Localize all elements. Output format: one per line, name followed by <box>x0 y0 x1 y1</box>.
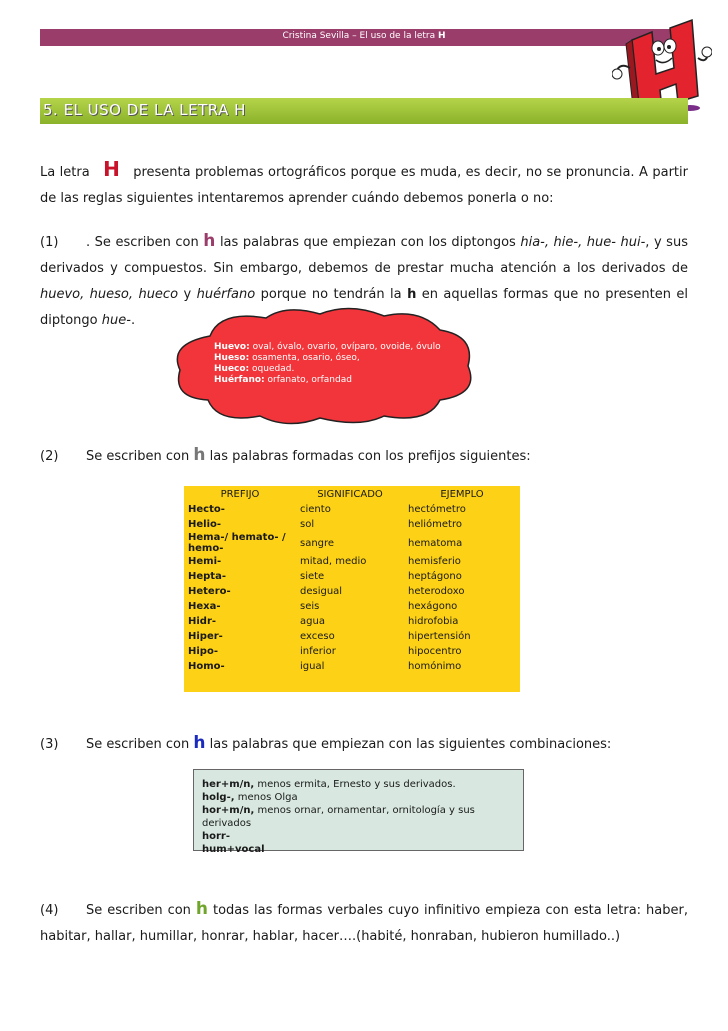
table-row <box>184 517 520 532</box>
meaning-cell: desigual <box>300 586 343 597</box>
meaning-cell: sangre <box>300 537 335 549</box>
example-cell: hectómetro <box>408 504 466 515</box>
meaning-cell: agua <box>300 616 325 627</box>
prefix-cell: Hepta- <box>188 571 226 582</box>
intro-paragraph: La letra H presenta problemas ortográficos porque es muda, es decir, no se pronuncia. A partir de las reglas siguientes intentaremos aprender cuándo debemos ponerla o no: <box>40 157 688 206</box>
meaning-cell: exceso <box>300 631 335 642</box>
prefix-cell: Homo- <box>188 661 225 672</box>
prefix-cell: Hecto- <box>188 504 225 515</box>
rule-3-paragraph: (3) Se escriben con h las palabras que empiezan con las siguientes combinaciones: <box>40 733 612 753</box>
table-row <box>184 554 520 569</box>
section-title-bar <box>40 98 688 124</box>
table-row <box>184 644 520 659</box>
prefix-cell: Hipo- <box>188 646 218 657</box>
letter-h-highlight: H <box>103 157 120 181</box>
example-cell: heptágono <box>408 571 462 582</box>
table-row <box>184 659 520 674</box>
header-significado: SIGNIFICADO <box>317 488 383 500</box>
prefix-cell: Hema-/ hemato- / hemo- <box>188 532 286 554</box>
meaning-cell: mitad, medio <box>300 556 367 567</box>
header-prefijo: PREFIJO <box>220 488 260 500</box>
table-row <box>184 599 520 614</box>
table-row <box>184 629 520 644</box>
example-cell: hexágono <box>408 601 458 612</box>
example-cell: homónimo <box>408 661 462 672</box>
cloud-text: Huevo: oval, óvalo, ovario, ovíparo, ovoide, óvulo Hueso: osamenta, osario, óseo, Hueco: oquedad. Huérfano: orfanato, orfandad <box>214 342 441 385</box>
example-cell: hidrofobia <box>408 616 459 627</box>
prefix-cell: Hemi- <box>188 556 222 567</box>
prefix-cell: Hexa- <box>188 601 221 612</box>
header-text: Cristina Sevilla – El uso de la letra H <box>282 31 446 41</box>
example-cell: hemisferio <box>408 556 461 567</box>
table-row <box>184 532 520 554</box>
table-row <box>184 584 520 599</box>
example-cell: hipocentro <box>408 646 462 657</box>
meaning-cell: seis <box>300 601 320 612</box>
meaning-cell: inferior <box>300 646 336 657</box>
header-bar <box>40 29 688 46</box>
combinations-box <box>193 769 524 855</box>
prefix-cell: Hiper- <box>188 631 223 642</box>
prefix-table <box>184 486 520 692</box>
section-title: 5. EL USO DE LA LETRA H <box>43 101 246 119</box>
meaning-cell: igual <box>300 661 325 672</box>
table-header-row <box>184 486 520 502</box>
example-cell: heterodoxo <box>408 586 465 597</box>
meaning-cell: ciento <box>300 504 331 515</box>
example-cell: hematoma <box>408 537 463 549</box>
combinations-text: her+m/n, menos ermita, Ernesto y sus derivados. holg-, menos Olga hor+m/n, menos ornar, ornamentar, ornitología y sus derivados horr- hum+vocal <box>202 779 475 855</box>
header-ejemplo: EJEMPLO <box>440 488 484 500</box>
table-row <box>184 614 520 629</box>
example-cell: hipertensión <box>408 631 471 642</box>
prefix-cell: Helio- <box>188 519 222 530</box>
prefix-cell: Hidr- <box>188 616 217 627</box>
rule-4-paragraph: (4) Se escriben con h todas las formas verbales cuyo infinitivo empieza con esta letra: haber, habitar, hallar, humillar, honrar, hablar, hacer….(habité, honraban, hubieron humillado..) <box>40 899 688 944</box>
meaning-cell: siete <box>300 571 325 582</box>
table-row <box>184 502 520 517</box>
prefix-cell: Hetero- <box>188 586 231 597</box>
example-cell: heliómetro <box>408 519 462 530</box>
meaning-cell: sol <box>300 519 315 530</box>
rule-1-paragraph: (1) . Se escriben con h las palabras que empiezan con los diptongos hia-, hie-, hue- hui-, y sus derivados y compuestos. Sin embargo, debemos de prestar mucha atención a los derivados de huevo, hueso, hueco y huérfano porque no tendrán la h en aquellas formas que no presenten el diptongo hue-. <box>40 231 688 328</box>
rule-2-paragraph: (2) Se escriben con h las palabras formadas con los prefijos siguientes: <box>40 445 531 465</box>
table-row <box>184 569 520 584</box>
